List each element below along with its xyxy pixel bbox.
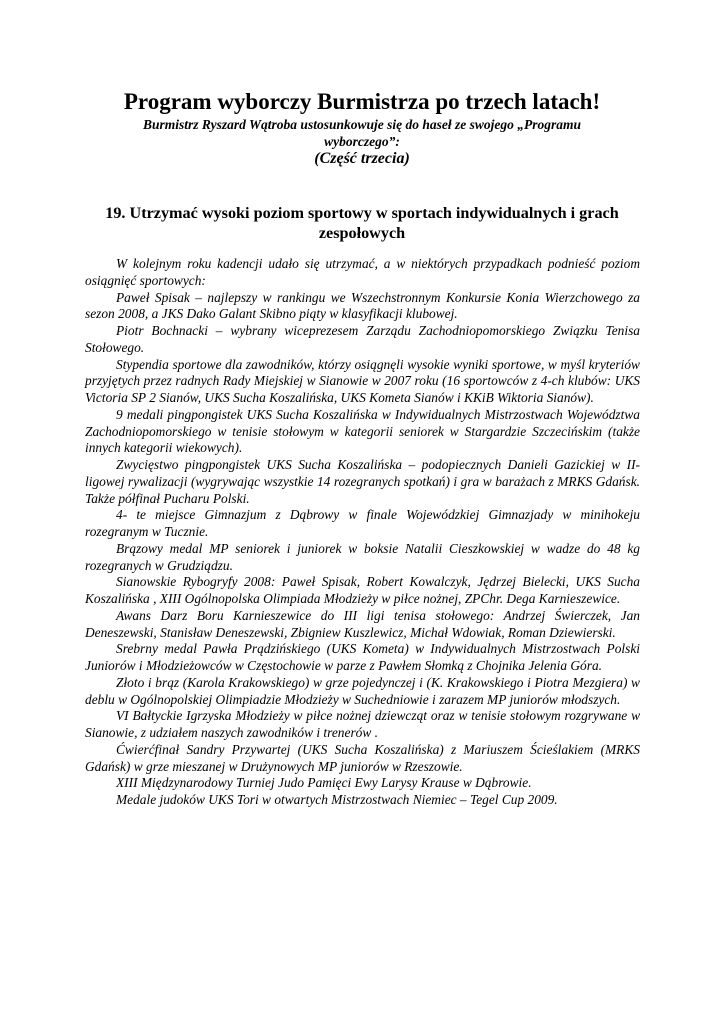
section-heading: 19. Utrzymać wysoki poziom sportowy w sportach indywidualnych i grach zespołowych [105,204,619,242]
paragraph: Paweł Spisak – najlepszy w rankingu we Wszechstronnym Konkursie Konia Wierzchowego za sezon 2008, a JKS Dako Galant Skibno piąty w klasyfikacji klubowej. [85,289,640,322]
paragraph: Zwycięstwo pingpongistek UKS Sucha Koszalińska – podopiecznych Danieli Gazickiej w II- ligowej rywalizacji (wygrywając wszystkie 14 rozegranych spotkań) i gra w barażach z MRKS Gdańsk. Także półfinał Pucharu Polski. [85,457,640,506]
paragraph: Piotr Bochnacki – wybrany wiceprezesem Zarządu Zachodniopomorskiego Związku Tenisa Stołowego. [85,323,640,355]
paragraph: Medale judoków UKS Tori w otwartych Mistrzostwach Niemiec – Tegel Cup 2009. [116,792,558,807]
document-title: Program wyborczy Burmistrza po trzech latach! [123,89,601,114]
paragraph: Srebrny medal Pawła Prądzińskiego (UKS Kometa) w Indywidualnych Mistrzostwach Polski Juniorów i Młodzieżowców w Częstochowie w parze z Pawłem Słomką z Chojnika Jelenia Góra. [85,641,640,673]
paragraph: Ćwierćfinał Sandry Przywartej (UKS Sucha Koszalińska) z Mariuszem Ścieślakiem (MRKS Gdańsk) w grze mieszanej w Drużynowych MP juniorów w Rzeszowie. [85,741,640,774]
part-label: (Część trzecia) [314,150,410,167]
document-body [85,256,640,809]
paragraph: Stypendia sportowe dla zawodników, którzy osiągnęli wysokie wyniki sportowe, w myśl kryteriów przyjętych przez radnych Rady Miejskiej w Sianowie w 2007 roku (16 sportowców z 4-ch klubów: UKS Victoria SP 2 Sianów, UKS Sucha Koszalińska, UKS Kometa Sianów i KKiB Wiktoria Sianów). [85,356,640,405]
paragraph: XIII Międzynarodowy Turniej Judo Pamięci Ewy Larysy Krause w Dąbrowie. [116,775,532,791]
document-subtitle: Burmistrz Ryszard Wątroba ustosunkowuje się do haseł ze swojego „Programu wyborczego”: [143,117,581,149]
paragraph: Złoto i brąz (Karola Krakowskiego) w grze pojedynczej i (K. Krakowskiego i Piotra Mezgiera) w deblu w Ogólnopolskiej Olimpiadzie Młodzieży w Suchedniowie i zarazem MP juniorów młodszych. [85,674,640,707]
paragraph: 9 medali pingpongistek UKS Sucha Koszalińska w Indywidualnych Mistrzostwach Województwa Zachodniopomorskiego w tenisie stołowym w kategorii seniorek w Stargardzie Szczecińskim (także innych kategorii wiekowych). [85,406,640,456]
paragraph: Awans Darz Boru Karnieszewice do III ligi tenisa stołowego: Andrzej Świerczek, Jan Deneszewski, Stanisław Deneszewski, Zbigniew Kuszlewicz, Michał Wdowiak, Roman Dziewierski. [85,607,640,640]
paragraph: VI Bałtyckie Igrzyska Młodzieży w piłce nożnej dziewcząt oraz w tenisie stołowym rozgrywane w Sianowie, z udziałem naszych zawodników i trenerów . [85,708,640,740]
paragraph: 4- te miejsce Gimnazjum z Dąbrowy w finale Wojewódzkiej Gimnazjady w minihokeju rozegranym w Tucznie. [85,507,640,539]
paragraph: Sianowskie Rybogryfy 2008: Paweł Spisak, Robert Kowalczyk, Jędrzej Bielecki, UKS Sucha Koszalińska , XIII Ogólnopolska Olimpiada Młodzieży w piłce nożnej, ZPChr. Dega Karnieszewice. [85,574,640,606]
paragraph: W kolejnym roku kadencji udało się utrzymać, a w niektórych przypadkach podnieść poziom osiągnięć sportowych: [85,256,640,288]
paragraph: Brązowy medal MP seniorek i juniorek w boksie Natalii Cieszkowskiej w wadze do 48 kg rozegranych w Grudziądzu. [85,540,640,573]
